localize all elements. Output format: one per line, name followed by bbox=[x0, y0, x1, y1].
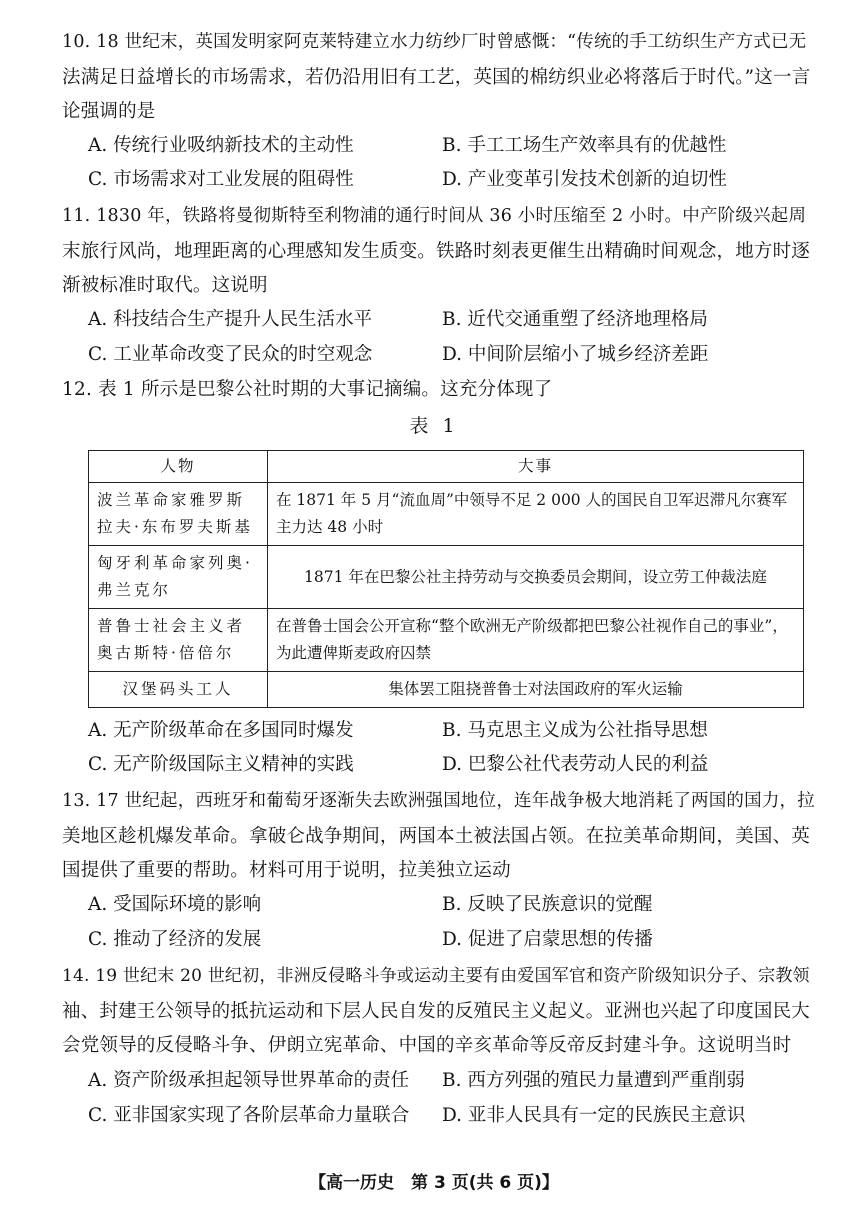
table-cell-event: 在 1871 年 5 月“流血周”中领导不足 2 000 人的国民自卫军迟滞凡尔赛军主力达 48 小时 bbox=[268, 483, 804, 546]
q12-option-b: B. 马克思主义成为公社指导思想 bbox=[442, 720, 708, 741]
q12-stem-line-1: 12. 表 1 所示是巴黎公社时期的大事记摘编。这充分体现了 bbox=[62, 379, 553, 400]
q11-option-b: B. 近代交通重塑了经济地理格局 bbox=[442, 309, 708, 330]
q13-option-d: D. 促进了启蒙思想的传播 bbox=[442, 929, 653, 950]
q12-option-d: D. 巴黎公社代表劳动人民的利益 bbox=[442, 754, 709, 775]
table-cell-event: 1871 年在巴黎公社主持劳动与交换委员会期间，设立劳工仲裁法庭 bbox=[268, 546, 804, 609]
q11-option-c: C. 工业革命改变了民众的时空观念 bbox=[88, 344, 373, 365]
table-row bbox=[89, 609, 804, 672]
q13-option-a: A. 受国际环境的影响 bbox=[88, 894, 262, 915]
table-cell-person: 匈牙利革命家列奥·弗兰克尔 bbox=[89, 546, 268, 609]
q14-stem-line-3: 会党领导的反侵略斗争、伊朗立宪革命、中国的辛亥革命等反帝反封建斗争。这说明当时 bbox=[62, 1035, 792, 1056]
q13-stem-line-3: 国提供了重要的帮助。材料可用于说明，拉美独立运动 bbox=[62, 860, 511, 881]
q14-stem-line-2: 袖、封建王公领导的抵抗运动和下层人民自发的反殖民主义起义。亚洲也兴起了印度国民大 bbox=[62, 1001, 811, 1022]
table-cell-person: 汉堡码头工人 bbox=[89, 672, 268, 708]
q13-option-b: B. 反映了民族意识的觉醒 bbox=[442, 894, 653, 915]
table-row bbox=[89, 672, 804, 708]
q11-stem-line-2: 末旅行风尚，地理距离的心理感知发生质变。铁路时刻表更催生出精确时间观念，地方时逐 bbox=[62, 241, 811, 262]
table-cell-person: 波兰革命家雅罗斯拉夫·东布罗夫斯基 bbox=[89, 483, 268, 546]
q11-option-d: D. 中间阶层缩小了城乡经济差距 bbox=[442, 344, 709, 365]
events-table bbox=[88, 450, 804, 708]
q14-stem-line-1: 14. 19 世纪末 20 世纪初，非洲反侵略斗争或运动主要有由爱国军官和资产阶级知识分子、宗教领 bbox=[62, 966, 810, 986]
table-row bbox=[89, 546, 804, 609]
page-footer: 【高一历史 第 3 页(共 6 页)】 bbox=[309, 1173, 559, 1193]
q13-option-c: C. 推动了经济的发展 bbox=[88, 929, 262, 950]
q13-stem-line-2: 美地区趁机爆发革命。拿破仑战争期间，两国本土被法国占领。在拉美革命期间，美国、英 bbox=[62, 826, 811, 847]
q10-option-a: A. 传统行业吸纳新技术的主动性 bbox=[88, 135, 354, 156]
q12-option-c: C. 无产阶级国际主义精神的实践 bbox=[88, 754, 354, 775]
table-caption: 表 1 bbox=[409, 415, 459, 437]
table-cell-person: 普鲁士社会主义者奥古斯特·倍倍尔 bbox=[89, 609, 268, 672]
q10-stem-line-2: 法满足日益增长的市场需求，若仍沿用旧有工艺，英国的棉纺织业必将落后于时代。”这一言 bbox=[62, 67, 811, 88]
table-cell-event: 在普鲁士国会公开宣称“整个欧洲无产阶级都把巴黎公社视作自己的事业”，为此遭俾斯麦政府囚禁 bbox=[268, 609, 804, 672]
table-cell-event: 集体罢工阻挠普鲁士对法国政府的军火运输 bbox=[268, 672, 804, 708]
q12-option-a: A. 无产阶级革命在多国同时爆发 bbox=[88, 720, 354, 741]
table-header-person: 人物 bbox=[89, 451, 268, 483]
q11-stem-line-3: 渐被标准时取代。这说明 bbox=[62, 275, 268, 296]
table-row bbox=[89, 483, 804, 546]
table-header-event: 大事 bbox=[268, 451, 804, 483]
table-header-row bbox=[89, 451, 804, 483]
q14-option-b: B. 西方列强的殖民力量遭到严重削弱 bbox=[442, 1070, 745, 1091]
q11-stem-line-1: 11. 1830 年，铁路将曼彻斯特至利物浦的通行时间从 36 小时压缩至 2 小时。中产阶级兴起周 bbox=[62, 206, 807, 226]
q10-option-d: D. 产业变革引发技术创新的迫切性 bbox=[442, 169, 727, 190]
q14-option-c: C. 亚非国家实现了各阶层革命力量联合 bbox=[88, 1105, 410, 1126]
q14-option-d: D. 亚非人民具有一定的民族民主意识 bbox=[442, 1105, 746, 1126]
q11-option-a: A. 科技结合生产提升人民生活水平 bbox=[88, 309, 373, 330]
q10-stem-line-3: 论强调的是 bbox=[62, 101, 156, 122]
q13-stem-line-1: 13. 17 世纪起，西班牙和葡萄牙逐渐失去欧洲强国地位，连年战争极大地消耗了两国的国力，拉 bbox=[62, 791, 815, 811]
q10-stem-line-1: 10. 18 世纪末，英国发明家阿克莱特建立水力纺纱厂时曾感慨：“传统的手工纺织生产方式已无 bbox=[62, 32, 807, 52]
q10-option-b: B. 手工工场生产效率具有的优越性 bbox=[442, 135, 727, 156]
q14-option-a: A. 资产阶级承担起领导世界革命的责任 bbox=[88, 1070, 410, 1091]
q10-option-c: C. 市场需求对工业发展的阻碍性 bbox=[88, 169, 354, 190]
